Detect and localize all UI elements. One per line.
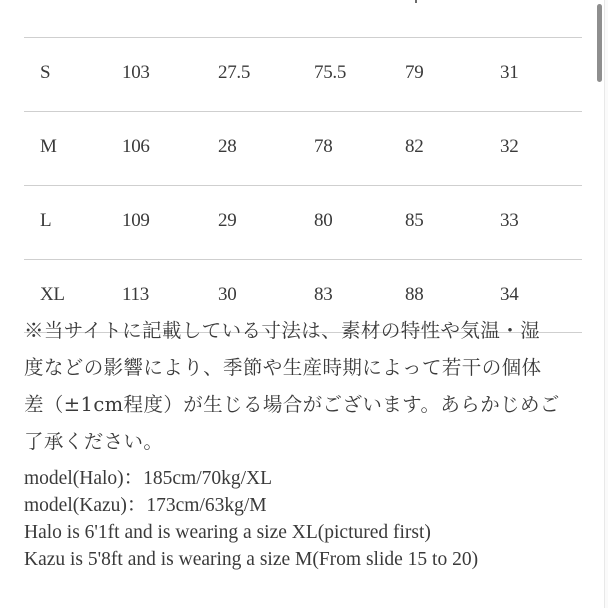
table-cell: 106	[122, 136, 150, 157]
notice-line: 度などの影響により、季節や生産時期によって若干の個体	[24, 356, 542, 379]
cut-off-header-glyph	[415, 0, 417, 3]
table-row-l	[24, 185, 582, 259]
measurement-notice	[24, 312, 584, 460]
table-cell: 80	[314, 210, 333, 231]
table-cell: 31	[500, 62, 519, 83]
size-label: L	[40, 210, 52, 231]
model-info	[24, 465, 584, 573]
table-row-s	[24, 37, 582, 111]
size-label: XL	[40, 284, 65, 305]
table-cell: 33	[500, 210, 519, 231]
table-cell: 75.5	[314, 62, 347, 83]
table-cell: 30	[218, 284, 237, 305]
table-cell: 113	[122, 284, 149, 305]
table-cell: 88	[405, 284, 424, 305]
scrollbar-track[interactable]	[596, 0, 608, 608]
model-halo-description: Halo is 6'1ft and is wearing a size XL(pictured first)	[24, 522, 431, 543]
size-label: M	[40, 136, 57, 157]
notice-line: 差（±1cm程度）が生じる場合がございます。あらかじめご	[24, 393, 560, 416]
table-cell: 78	[314, 136, 333, 157]
notice-line: ※当サイトに記載している寸法は、素材の特性や気温・湿	[24, 319, 541, 342]
table-cell: 83	[314, 284, 333, 305]
model-halo-spec: model(Halo)：185cm/70kg/XL	[24, 468, 273, 489]
size-label: S	[40, 62, 51, 83]
table-cell: 82	[405, 136, 424, 157]
table-cell: 28	[218, 136, 237, 157]
table-cell: 79	[405, 62, 424, 83]
table-cell: 34	[500, 284, 519, 305]
size-table	[24, 37, 582, 333]
table-cell: 32	[500, 136, 519, 157]
model-kazu-description: Kazu is 5'8ft and is wearing a size M(From slide 15 to 20)	[24, 549, 479, 570]
table-cell: 29	[218, 210, 237, 231]
notice-line: 了承ください。	[24, 430, 164, 453]
model-kazu-spec: model(Kazu)：173cm/63kg/M	[24, 495, 267, 516]
table-row-m	[24, 111, 582, 185]
table-cell: 27.5	[218, 62, 251, 83]
table-cell: 103	[122, 62, 150, 83]
table-cell: 109	[122, 210, 150, 231]
table-cell: 85	[405, 210, 424, 231]
scrollbar-thumb[interactable]	[597, 4, 602, 82]
